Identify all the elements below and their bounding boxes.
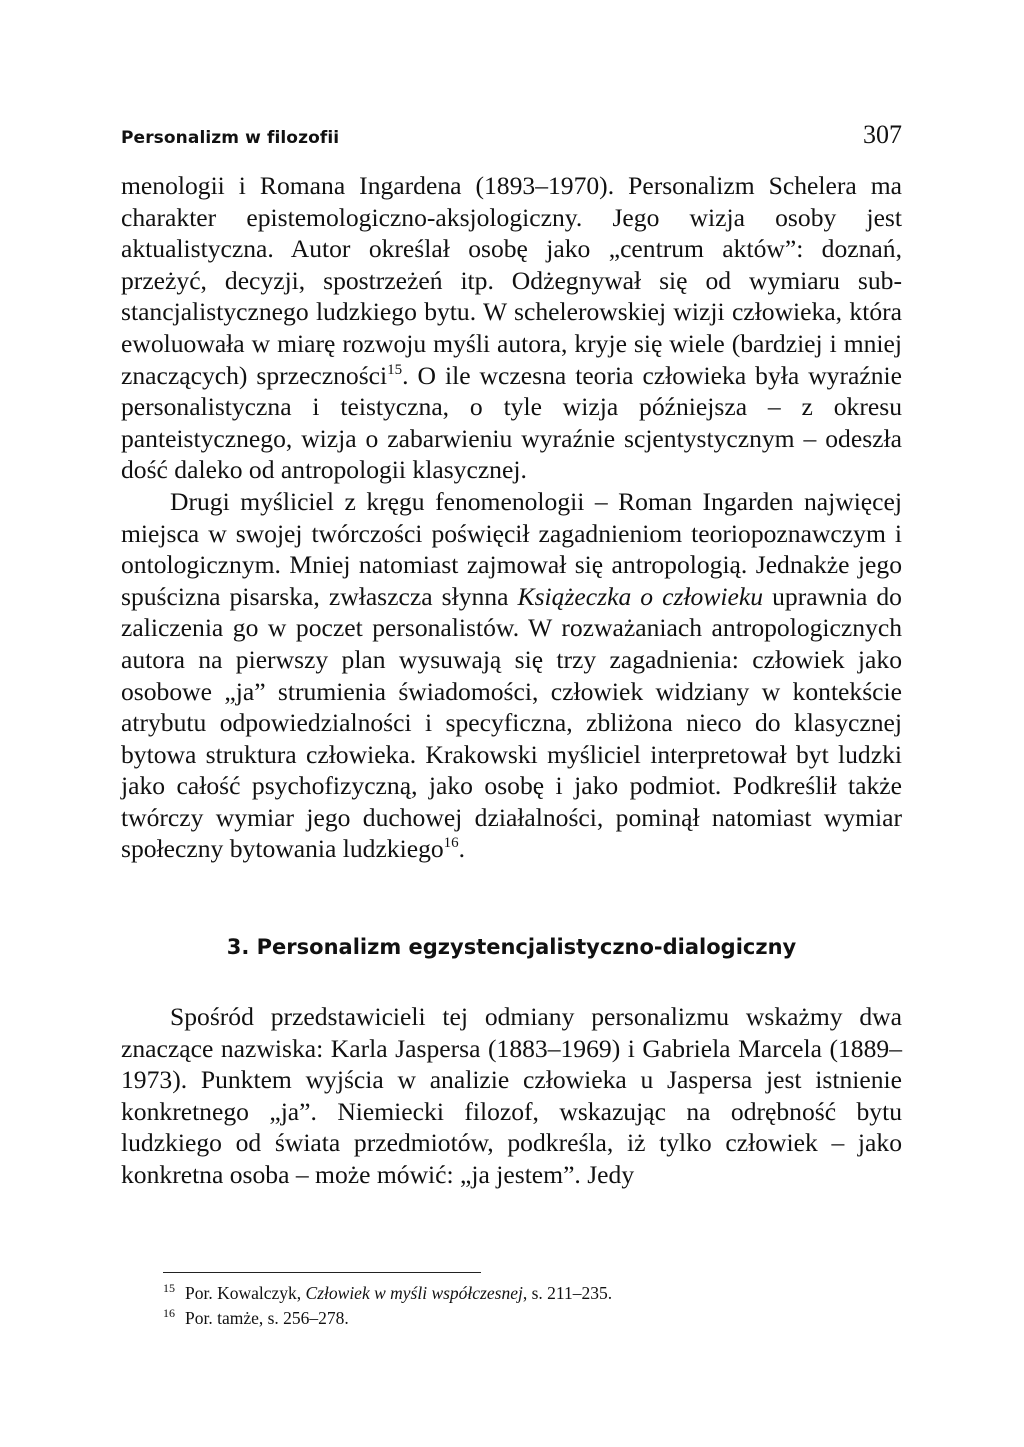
page-content	[121, 120, 902, 1191]
paragraph	[121, 170, 902, 486]
paragraph-text: Drugi myśliciel z kręgu fenomenologii – Roman Ingarden najwięcej miejsca w swojej twórczości poświęcił zagadnieniom teoriopoznawczym i ontologicznym. Mniej natomiast zajmował się antropologią. Jednakże jego spuścizna pisarska, zwłaszcza słynna	[121, 486, 902, 611]
footnote-text: Por. tamże, s. 256–278.	[185, 1308, 349, 1328]
footnote-text: Por. Kowalczyk,	[185, 1283, 306, 1303]
footnote	[121, 1281, 902, 1306]
paragraph: Spośród przedstawicieli tej odmiany personalizmu wskażmy dwa znaczące nazwiska: Karla Jaspersa (1883–1969) i Gabriela Marcela (1889–1973). Punktem wyjścia w analizie człowieka u Jaspersa jest istnienie konkretnego „ja”. Niemiecki filozof, wskazując na odrębność bytu ludzkiego od świata przedmiotów, podkreśla, iż tylko człowiek – jako konkretna osoba – może mówić: „ja jestem”. Jedy	[121, 1002, 902, 1190]
section-heading: 3. Personalizm egzystencjalistyczno-dialogiczny	[226, 935, 797, 960]
footnote-divider	[163, 1272, 481, 1273]
footnote-number: 15	[163, 1281, 175, 1295]
footnote-number: 16	[163, 1306, 175, 1320]
paragraph-text: uprawnia do zaliczenia go w poczet personalistów. W rozważaniach antropologicznych autora na pierwszy plan wysuwają się trzy zagadnienia: człowiek jako osobowe „ja” strumienia świadomości, człowiek widziany w kontekście atrybutu odpowiedzialności i specyficzna, zbliżona nieco do klasycznej bytowa struktura człowieka. Krakowski myśliciel interpretował byt ludzki jako całość psychofizyczną, jako osobę i jako podmiot. Podkreślił także twórczy wymiar jego duchowej działalności, pominął natomiast wymiar społeczny bytowania ludzkiego	[121, 581, 902, 864]
body-text	[121, 170, 902, 1191]
paragraph-text: menologii i Romana Ingardena (1893–1970). Personalizm Schelera ma charakter epistemologiczno-aksjologiczny. Jego wizja osoby jest aktualistyczna. Autor określał osobę jako „centrum aktów”: doznań, przeżyć, decyzji, spostrzeżeń itp. Odżegnywał się od wymiaru substancjalistycznego ludzkiego bytu. W schelerowskiej wizji człowieka, która ewoluowała w miarę rozwoju myśli autora, kryje się wiele (bardziej i mniej znaczących) sprzeczności	[121, 171, 902, 390]
paragraph-text: .	[458, 834, 466, 864]
footnote-text: , s. 211–235.	[522, 1283, 613, 1303]
paragraph	[121, 486, 902, 865]
footnote-reference: 16	[443, 835, 459, 852]
running-header	[121, 120, 902, 170]
paragraph-text: . O ile wczesna teoria człowieka była wyraźnie personalistyczna i teistyczna, o tyle wizja późniejsza – z okresu panteistycznego, wizja o zabarwieniu wyraźnie scjentystycznym – odeszła dość daleko od antropologii klasycznej.	[121, 360, 902, 485]
book-title: Książeczka o człowieku	[517, 581, 764, 611]
running-title: Personalizm w filozofii	[121, 128, 340, 148]
footnotes	[121, 1272, 902, 1331]
footnote	[121, 1306, 902, 1331]
page-number: 307	[863, 120, 902, 149]
footnote-reference: 15	[387, 361, 403, 378]
cited-title: Człowiek w myśli współczesnej	[305, 1283, 523, 1303]
